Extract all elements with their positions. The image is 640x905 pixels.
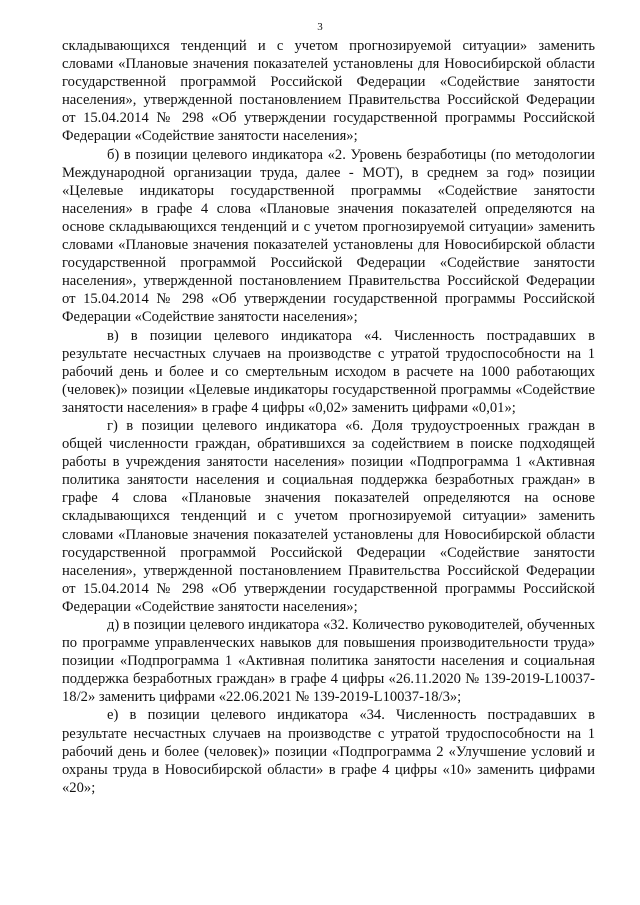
document-body xyxy=(62,37,595,797)
paragraph-item-v: в) в позиции целевого индикатора «4. Численность пострадавших в результате несчастных случаев на производстве с утратой трудоспособности на 1 рабочий день и более и со смертельным исходом в расчете на 1000 работающих (человек)» позиции «Целевые индикаторы государственной программы «Содействие занятости населения» в графе 4 цифры «0,02» заменить цифрами «0,01»; xyxy=(62,327,595,416)
paragraph-item-g: г) в позиции целевого индикатора «6. Доля трудоустроенных граждан в общей численности граждан, обратившихся за содействием в поиске подходящей работы в учреждения занятости населения» позиции «Подпрограмма 1 «Активная политика занятости населения и социальная поддержка безработных граждан» в графе 4 слова «Плановые значения показателей определяются на основе складывающихся тенденций и с учетом прогнозируемой ситуации» заменить словами «Плановые значения показателей установлены для Новосибирской области государственной программой Российской Федерации «Содействие занятости населения», утвержденной постановлением Правительства Российской Федерации от 15.04.2014 № 298 «Об утверждении государственной программы Российской Федерации «Содействие занятости населения»; xyxy=(62,417,595,615)
paragraph-item-b: б) в позиции целевого индикатора «2. Уровень безработицы (по методологии Международной организации труда, далее - МОТ), в среднем за год» позиции «Целевые индикаторы государственной программы «Содействие занятости населения» в графе 4 слова «Плановые значения показателей определяются на основе складывающихся тенденций и с учетом прогнозируемой ситуации» заменить словами «Плановые значения показателей установлены для Новосибирской области государственной программой Российской Федерации «Содействие занятости населения», утвержденной постановлением Правительства Российской Федерации от 15.04.2014 № 298 «Об утверждении государственной программы Российской Федерации «Содействие занятости населения»; xyxy=(62,146,595,326)
paragraph-item-d: д) в позиции целевого индикатора «32. Количество руководителей, обученных по программе управленческих навыков для повышения производительности труда» позиции «Подпрограмма 1 «Активная политика занятости населения и социальная поддержка безработных граждан» в графе 4 цифры «26.11.2020 № 139-2019-L10037-18/2» заменить цифрами «22.06.2021 № 139-2019-L10037-18/3»; xyxy=(62,617,595,706)
page-number: 3 xyxy=(317,21,323,33)
paragraph-item-e: е) в позиции целевого индикатора «34. Численность пострадавших в результате несчастных случаев на производстве с утратой трудоспособности на 1 рабочий день и более (человек)» позиции «Подпрограмма 2 «Улучшение условий и охраны труда в Новосибирской области» в графе 4 цифры «10» заменить цифрами «20»; xyxy=(62,707,595,796)
paragraph-continuation: складывающихся тенденций и с учетом прогнозируемой ситуации» заменить словами «Плановые значения показателей установлены для Новосибирской области государственной программой Российской Федерации «Содействие занятости населения», утвержденной постановлением Правительства Российской Федерации от 15.04.2014 № 298 «Об утверждении государственной программы Российской Федерации «Содействие занятости населения»; xyxy=(62,38,595,145)
